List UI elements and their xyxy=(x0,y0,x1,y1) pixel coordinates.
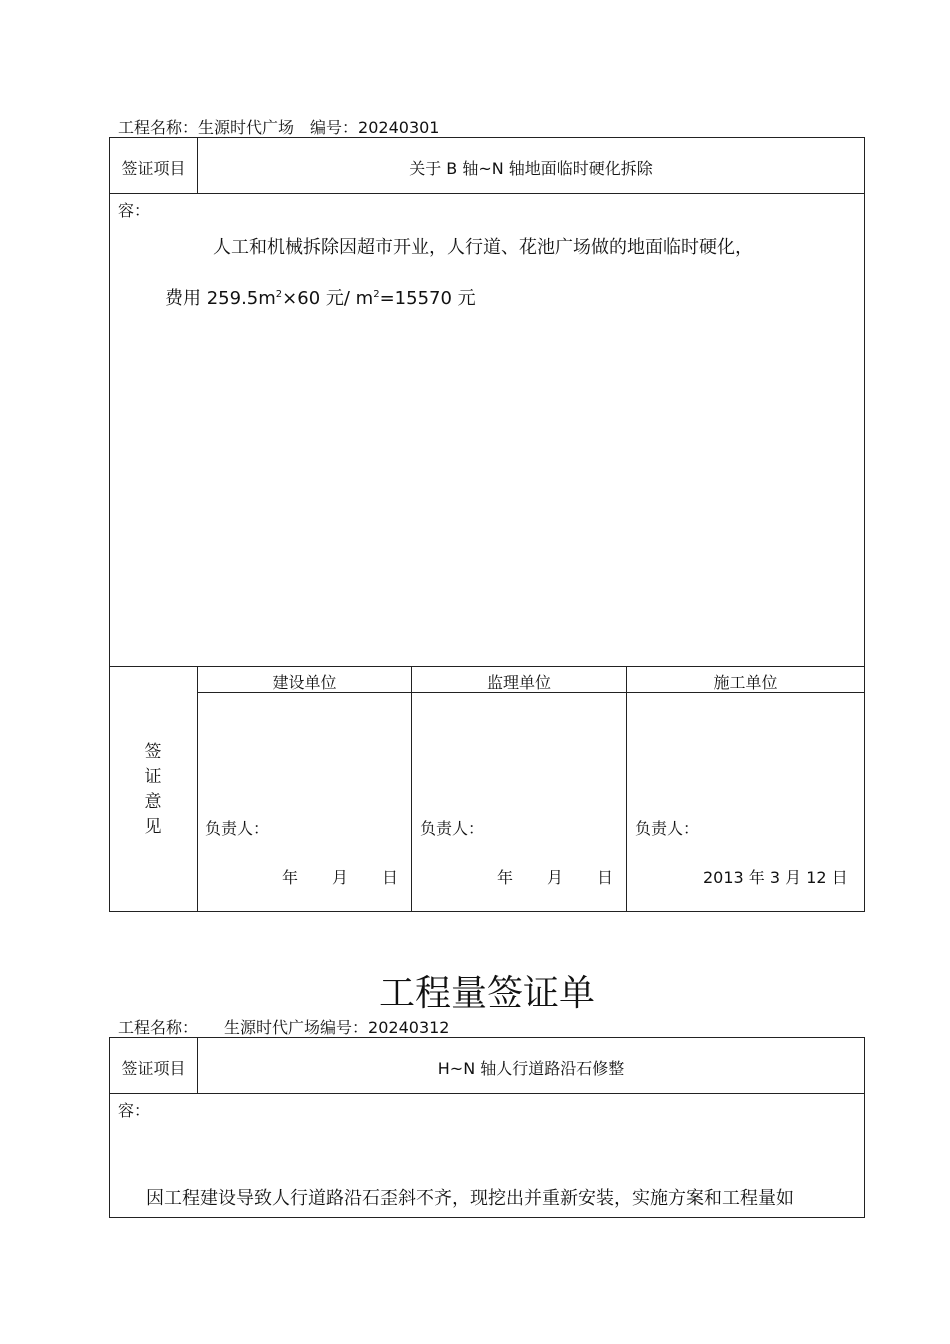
table-border xyxy=(109,193,865,194)
table-border xyxy=(109,911,865,912)
date-year: 年 xyxy=(282,868,299,887)
content-line-1: 人工和机械拆除因超市开业，人行道、花池广场做的地面临时硬化， xyxy=(213,237,753,258)
content-line-1: 因工程建设导致人行道路沿石歪斜不齐，现挖出并重新安装，实施方案和工程量如 xyxy=(146,1188,794,1209)
item-value: 关于 B 轴~N 轴地面临时硬化拆除 xyxy=(409,159,653,178)
unit-supervisor: 监理单位 xyxy=(486,673,551,692)
date-year: 年 xyxy=(497,868,514,887)
project-label: 工程名称： xyxy=(118,1018,199,1037)
table-border xyxy=(109,1093,865,1094)
number-label: 编号： xyxy=(310,118,359,137)
project-name: 生源时代广场 xyxy=(224,1018,321,1037)
table-border xyxy=(109,666,865,667)
table-border xyxy=(109,1037,865,1038)
content-label: 容： xyxy=(118,201,151,220)
table-border xyxy=(411,666,412,912)
table-border xyxy=(864,1037,865,1218)
item-label: 签证项目 xyxy=(121,159,186,178)
form2-header xyxy=(118,1015,449,1038)
date-day: 日 xyxy=(597,868,614,887)
responsible-supervisor: 负责人： xyxy=(420,819,485,838)
date-month: 月 xyxy=(332,868,349,887)
unit-contractor: 施工单位 xyxy=(713,673,778,692)
content-line-2: 费用 $259.5m^2\times 60$ 元/ $m^2=15570$ 元 xyxy=(165,288,476,309)
form2-title: 工程量签证单 xyxy=(378,973,595,1014)
table-border xyxy=(626,666,627,912)
number-label: 编号： xyxy=(320,1018,369,1037)
contractor-date: 2013 年 3 月 12 日 xyxy=(703,868,848,887)
opinion-label: 签 证 意 见 xyxy=(144,742,162,837)
number-value: 20240301 xyxy=(358,118,440,137)
responsible-owner: 负责人： xyxy=(205,819,270,838)
form1-header xyxy=(118,115,439,138)
date-month: 月 xyxy=(547,868,564,887)
table-border xyxy=(109,137,865,138)
number-value: 20240312 xyxy=(368,1018,450,1037)
item-value: H~N 轴人行道路沿石修整 xyxy=(437,1059,625,1078)
unit-owner: 建设单位 xyxy=(272,673,337,692)
responsible-contractor: 负责人： xyxy=(635,819,700,838)
content-label: 容： xyxy=(118,1101,151,1120)
project-name: 生源时代广场 xyxy=(198,118,295,137)
table-border xyxy=(109,1217,865,1218)
table-border xyxy=(864,137,865,912)
table-border xyxy=(197,666,198,912)
item-label: 签证项目 xyxy=(121,1059,186,1078)
project-label: 工程名称： xyxy=(118,118,199,137)
date-day: 日 xyxy=(382,868,399,887)
